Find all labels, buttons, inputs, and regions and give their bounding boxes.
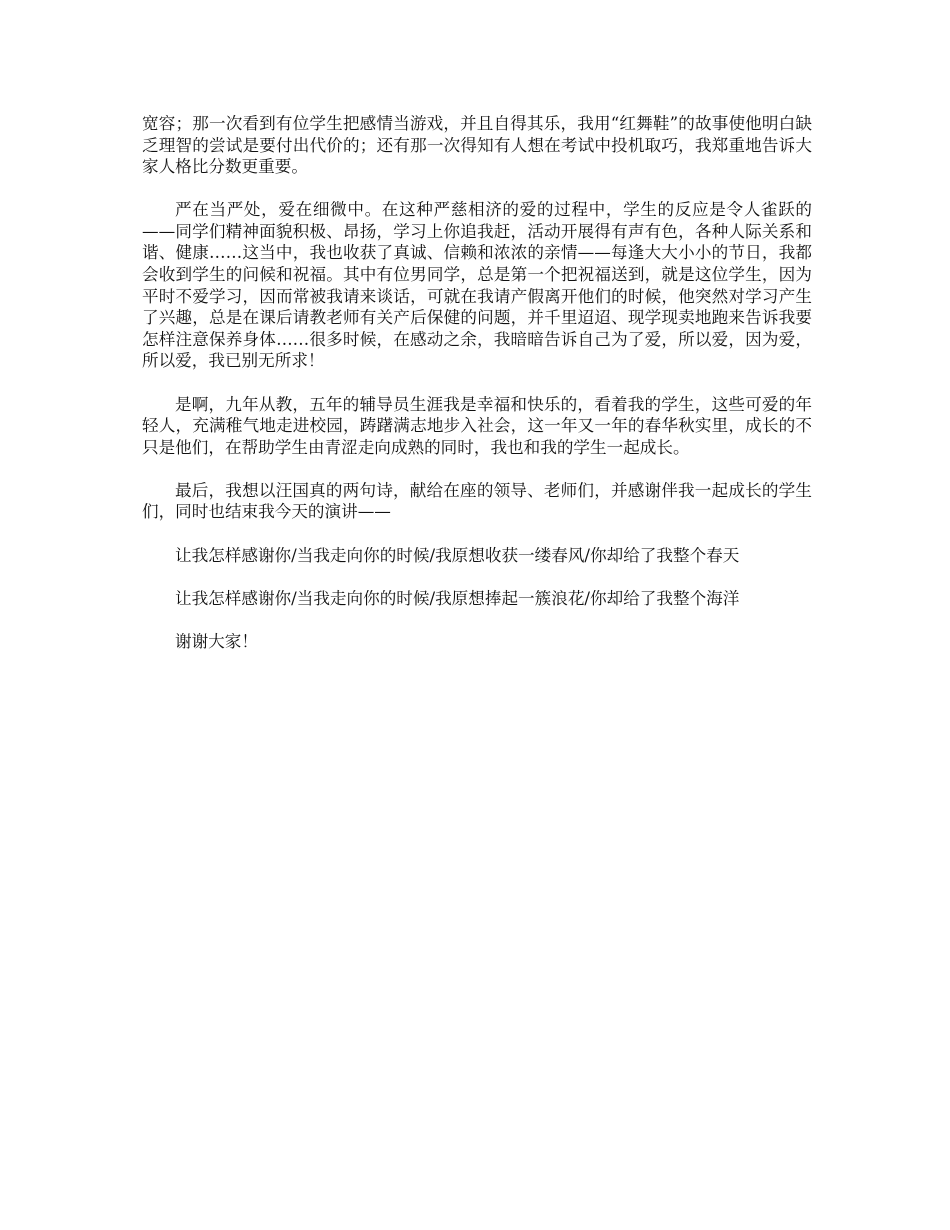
- document-page: [142, 113, 812, 652]
- paragraph-nine-years-teaching: 是啊，九年从教，五年的辅导员生涯我是幸福和快乐的，看着我的学生，这些可爱的年轻人，充满稚气地走进校园，踌躇满志地步入社会，这一年又一年的春华秋实里，成长的不只是他们，在帮助学生由青涩走向成熟的同时，我也和我的学生一起成长。: [142, 394, 812, 457]
- poem-line-spring: 让我怎样感谢你/当我走向你的时候/我原想收获一缕春风/你却给了我整个春天: [175, 545, 740, 565]
- paragraph-continuation: 宽容；那一次看到有位学生把感情当游戏，并且自得其乐，我用“红舞鞋”的故事使他明白缺乏理智的尝试是要付出代价的；还有那一次得知有人想在考试中投机取巧，我郑重地告诉大家人格比分数更重要。: [142, 114, 812, 177]
- paragraph-closing-intro: 最后，我想以汪国真的两句诗，献给在座的领导、老师们，并感谢伴我一起成长的学生们，同时也结束我今天的演讲——: [142, 480, 812, 522]
- poem-line-ocean: 让我怎样感谢你/当我走向你的时候/我原想捧起一簇浪花/你却给了我整个海洋: [175, 588, 740, 608]
- paragraph-strict-and-love: 严在当严处，爱在细微中。在这种严慈相济的爱的过程中，学生的反应是令人雀跃的——同学们精神面貌积极、昂扬，学习上你追我赶，活动开展得有声有色，各种人际关系和谐、健康……这当中，我也收获了真诚、信赖和浓浓的亲情——每逢大大小小的节日，我都会收到学生的问候和祝福。其中有位男同学，总是第一个把祝福送到，就是这位学生，因为平时不爱学习，因而常被我请来谈话，可就在我请产假离开他们的时候，他突然对学习产生了兴趣，总是在课后请教老师有关产后保健的问题，并千里迢迢、现学现卖地跑来告诉我要怎样注意保养身体……很多时候，在感动之余，我暗暗告诉自己为了爱，所以爱，因为爱，所以爱，我已别无所求！: [142, 200, 812, 371]
- thanks-line: 谢谢大家！: [175, 631, 258, 651]
